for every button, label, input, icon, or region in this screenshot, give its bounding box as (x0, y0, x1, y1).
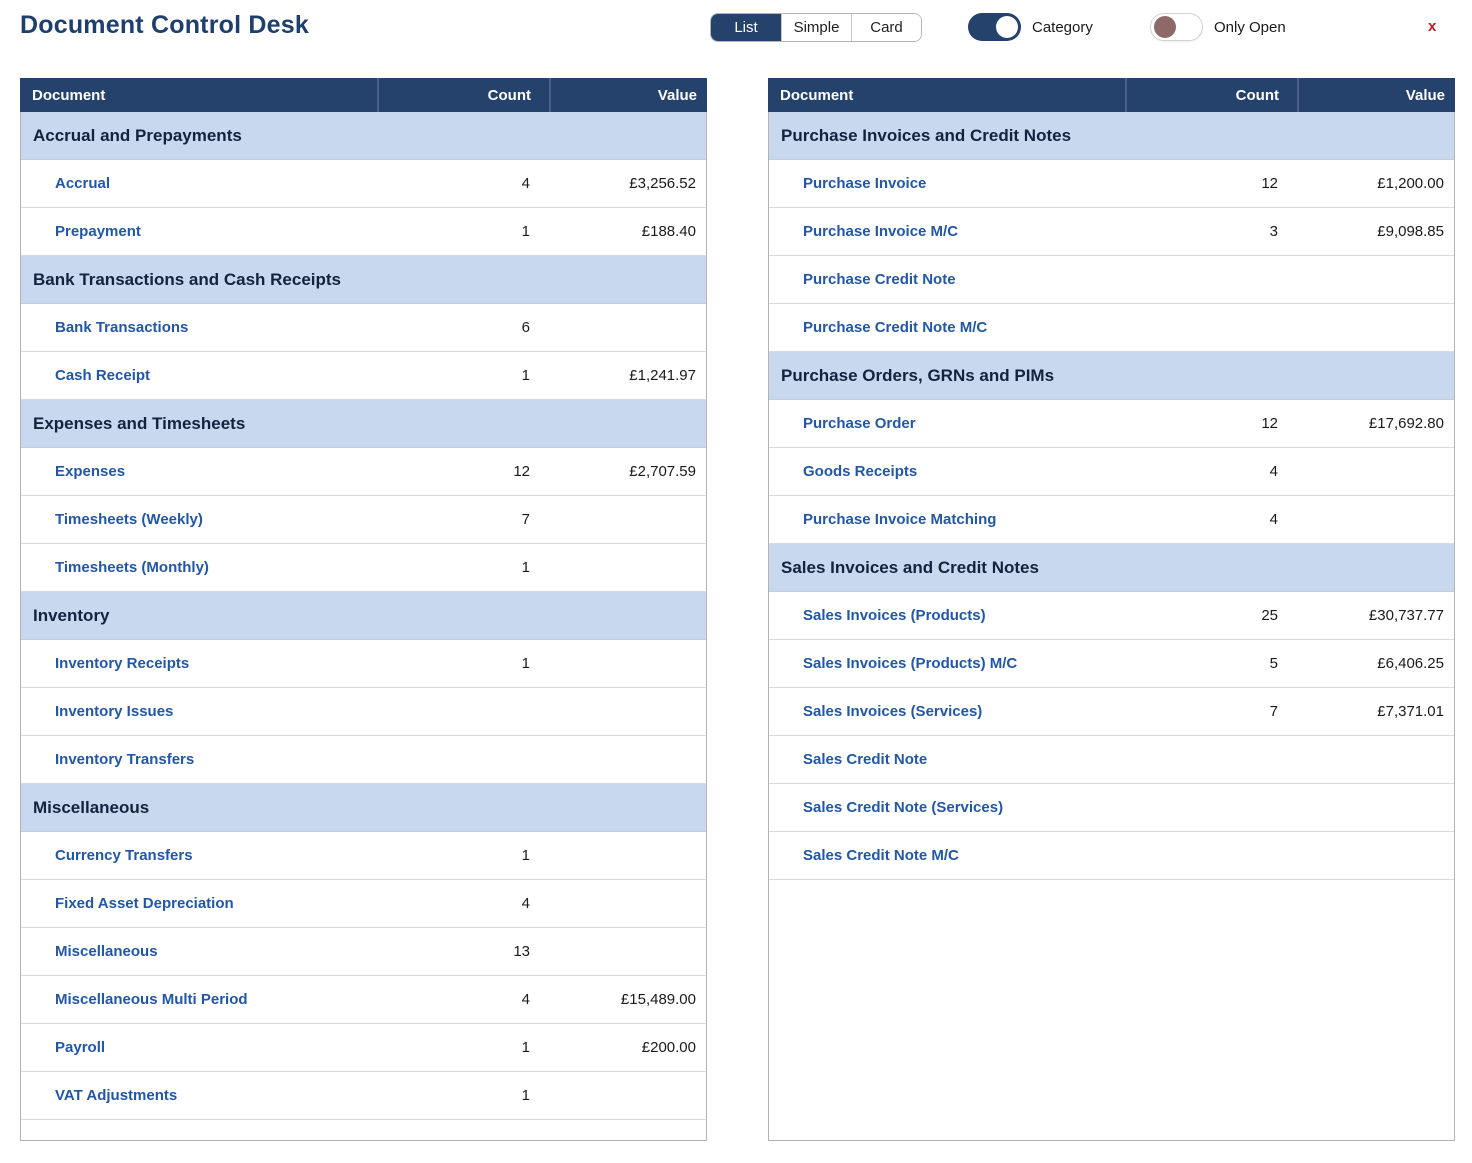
category-toggle[interactable] (968, 13, 1021, 41)
only-open-toggle-group (1150, 13, 1286, 41)
category-toggle-group (968, 13, 1093, 41)
category-row (21, 592, 706, 640)
document-link[interactable]: Purchase Invoice (803, 175, 927, 192)
table-row (21, 976, 706, 1024)
document-cell (21, 463, 376, 480)
document-link[interactable]: Purchase Credit Note M/C (803, 319, 988, 336)
category-title: Miscellaneous (33, 797, 150, 817)
document-cell (21, 559, 376, 576)
document-cell (21, 703, 376, 720)
document-link[interactable]: Sales Credit Note M/C (803, 847, 959, 864)
category-title: Inventory (33, 605, 110, 625)
document-link[interactable]: Sales Credit Note (803, 751, 928, 768)
table-row (21, 880, 706, 928)
count-cell: 1 (521, 1087, 530, 1104)
document-cell (21, 655, 376, 672)
document-cell (769, 751, 1124, 768)
document-link[interactable]: Timesheets (Monthly) (55, 559, 209, 576)
count-cell: 13 (513, 943, 530, 960)
value-cell: £1,200.00 (1377, 175, 1444, 192)
count-cell: 1 (521, 655, 530, 672)
table-header-row (768, 78, 1455, 112)
document-link[interactable]: Sales Invoices (Products) M/C (803, 655, 1018, 672)
count-cell: 1 (521, 367, 530, 384)
view-button-card[interactable]: Card (851, 14, 921, 41)
toggle-knob (996, 16, 1018, 38)
document-cell (769, 415, 1124, 432)
document-link[interactable]: Payroll (55, 1039, 106, 1056)
value-cell: £17,692.80 (1368, 415, 1444, 432)
document-link[interactable]: Inventory Receipts (55, 655, 190, 672)
count-cell: 4 (521, 895, 530, 912)
table-row (21, 160, 706, 208)
only-open-toggle[interactable] (1150, 13, 1203, 41)
table-row (21, 496, 706, 544)
table-row (21, 1072, 706, 1120)
document-cell (769, 175, 1124, 192)
count-cell: 4 (1269, 463, 1278, 480)
document-cell (21, 319, 376, 336)
document-cell (769, 607, 1124, 624)
document-link[interactable]: Sales Invoices (Products) (803, 607, 986, 624)
count-cell: 25 (1261, 607, 1278, 624)
category-title: Bank Transactions and Cash Receipts (33, 269, 341, 289)
document-link[interactable]: Timesheets (Weekly) (55, 511, 203, 528)
value-cell: £30,737.77 (1368, 607, 1444, 624)
count-cell: 4 (1269, 511, 1278, 528)
table-header-row (20, 78, 707, 112)
value-cell: £3,256.52 (629, 175, 696, 192)
value-cell: £7,371.01 (1377, 703, 1444, 720)
table-row (769, 448, 1454, 496)
table-row (769, 688, 1454, 736)
table-row (21, 928, 706, 976)
document-cell (21, 367, 376, 384)
column-header-count: Count (377, 78, 549, 112)
document-cell (769, 847, 1124, 864)
category-row (769, 544, 1454, 592)
document-link[interactable]: Accrual (55, 175, 111, 192)
category-title: Purchase Invoices and Credit Notes (781, 125, 1072, 145)
column-header-count: Count (1125, 78, 1297, 112)
page-title: Document Control Desk (20, 11, 309, 39)
document-cell (21, 223, 376, 240)
document-cell (21, 511, 376, 528)
document-cell (21, 1087, 376, 1104)
count-cell: 5 (1269, 655, 1278, 672)
table-row (769, 160, 1454, 208)
document-cell (21, 175, 376, 192)
only-open-toggle-label: Only Open (1214, 18, 1286, 36)
document-link[interactable]: Prepayment (55, 223, 141, 240)
value-cell: £2,707.59 (629, 463, 696, 480)
document-cell (21, 991, 376, 1008)
table-row (21, 544, 706, 592)
table-row (769, 640, 1454, 688)
document-link[interactable]: Purchase Invoice M/C (803, 223, 959, 240)
category-title: Accrual and Prepayments (33, 125, 242, 145)
column-header-value: Value (549, 78, 707, 112)
view-button-simple[interactable]: Simple (781, 14, 851, 41)
document-link[interactable]: Currency Transfers (55, 847, 193, 864)
category-title: Sales Invoices and Credit Notes (781, 557, 1039, 577)
view-button-list[interactable]: List (711, 14, 781, 41)
toggle-knob (1154, 16, 1176, 38)
document-cell (769, 799, 1124, 816)
value-cell: £188.40 (641, 223, 696, 240)
table-row (21, 688, 706, 736)
table-row (769, 400, 1454, 448)
document-link[interactable]: Purchase Order (803, 415, 916, 432)
document-link[interactable]: Fixed Asset Depreciation (55, 895, 234, 912)
view-switcher (710, 13, 922, 42)
count-cell: 4 (521, 175, 530, 192)
count-cell: 1 (521, 223, 530, 240)
table-row (21, 832, 706, 880)
document-table-right (768, 78, 1455, 1141)
table-row (21, 736, 706, 784)
category-row (21, 784, 706, 832)
tables-container (0, 78, 1472, 1163)
category-row (769, 352, 1454, 400)
column-header-value: Value (1297, 78, 1455, 112)
column-header-document: Document (32, 86, 106, 104)
table-row (21, 640, 706, 688)
column-header-document: Document (780, 86, 854, 104)
value-cell: £1,241.97 (629, 367, 696, 384)
category-toggle-label: Category (1032, 18, 1093, 36)
document-link[interactable]: Goods Receipts (803, 463, 918, 480)
count-cell: 12 (1261, 415, 1278, 432)
table-row (769, 592, 1454, 640)
document-cell (769, 319, 1124, 336)
count-cell: 7 (521, 511, 530, 528)
table-row (21, 352, 706, 400)
count-cell: 6 (521, 319, 530, 336)
table-row (769, 784, 1454, 832)
count-cell: 1 (521, 559, 530, 576)
document-link[interactable]: Cash Receipt (55, 367, 151, 384)
document-link[interactable]: Inventory Issues (55, 703, 174, 720)
count-cell: 12 (513, 463, 530, 480)
document-cell (21, 1039, 376, 1056)
category-row (21, 400, 706, 448)
document-link[interactable]: Purchase Invoice Matching (803, 511, 997, 528)
document-cell (769, 223, 1124, 240)
value-cell: £15,489.00 (620, 991, 696, 1008)
document-cell (21, 847, 376, 864)
document-link[interactable]: Sales Invoices (Services) (803, 703, 983, 720)
document-link[interactable]: Inventory Transfers (55, 751, 195, 768)
table-row (769, 736, 1454, 784)
category-row (21, 256, 706, 304)
table-row (769, 208, 1454, 256)
table-row (21, 1024, 706, 1072)
document-cell (21, 751, 376, 768)
document-link[interactable]: Miscellaneous Multi Period (55, 991, 248, 1008)
document-table-left (20, 78, 707, 1141)
document-cell (21, 943, 376, 960)
category-row (769, 112, 1454, 160)
close-button[interactable]: x (1428, 18, 1437, 35)
topbar (0, 0, 1472, 78)
table-row (21, 448, 706, 496)
table-row (21, 304, 706, 352)
document-link[interactable]: Purchase Credit Note (803, 271, 956, 288)
document-link[interactable]: Miscellaneous (55, 943, 158, 960)
table-row (769, 304, 1454, 352)
value-cell: £6,406.25 (1377, 655, 1444, 672)
table-row (21, 208, 706, 256)
document-link[interactable]: VAT Adjustments (55, 1087, 178, 1104)
count-cell: 1 (521, 847, 530, 864)
table-row (769, 496, 1454, 544)
document-cell (769, 655, 1124, 672)
document-cell (769, 271, 1124, 288)
document-cell (769, 703, 1124, 720)
document-cell (21, 895, 376, 912)
document-cell (769, 511, 1124, 528)
count-cell: 4 (521, 991, 530, 1008)
count-cell: 3 (1269, 223, 1278, 240)
value-cell: £200.00 (641, 1039, 696, 1056)
count-cell: 12 (1261, 175, 1278, 192)
value-cell: £9,098.85 (1377, 223, 1444, 240)
document-link[interactable]: Bank Transactions (55, 319, 189, 336)
table-row (769, 832, 1454, 880)
document-cell (769, 463, 1124, 480)
category-title: Expenses and Timesheets (33, 413, 246, 433)
count-cell: 7 (1269, 703, 1278, 720)
category-row (21, 112, 706, 160)
count-cell: 1 (521, 1039, 530, 1056)
document-link[interactable]: Sales Credit Note (Services) (803, 799, 1004, 816)
document-link[interactable]: Expenses (55, 463, 126, 480)
category-title: Purchase Orders, GRNs and PIMs (781, 365, 1055, 385)
table-row (769, 256, 1454, 304)
